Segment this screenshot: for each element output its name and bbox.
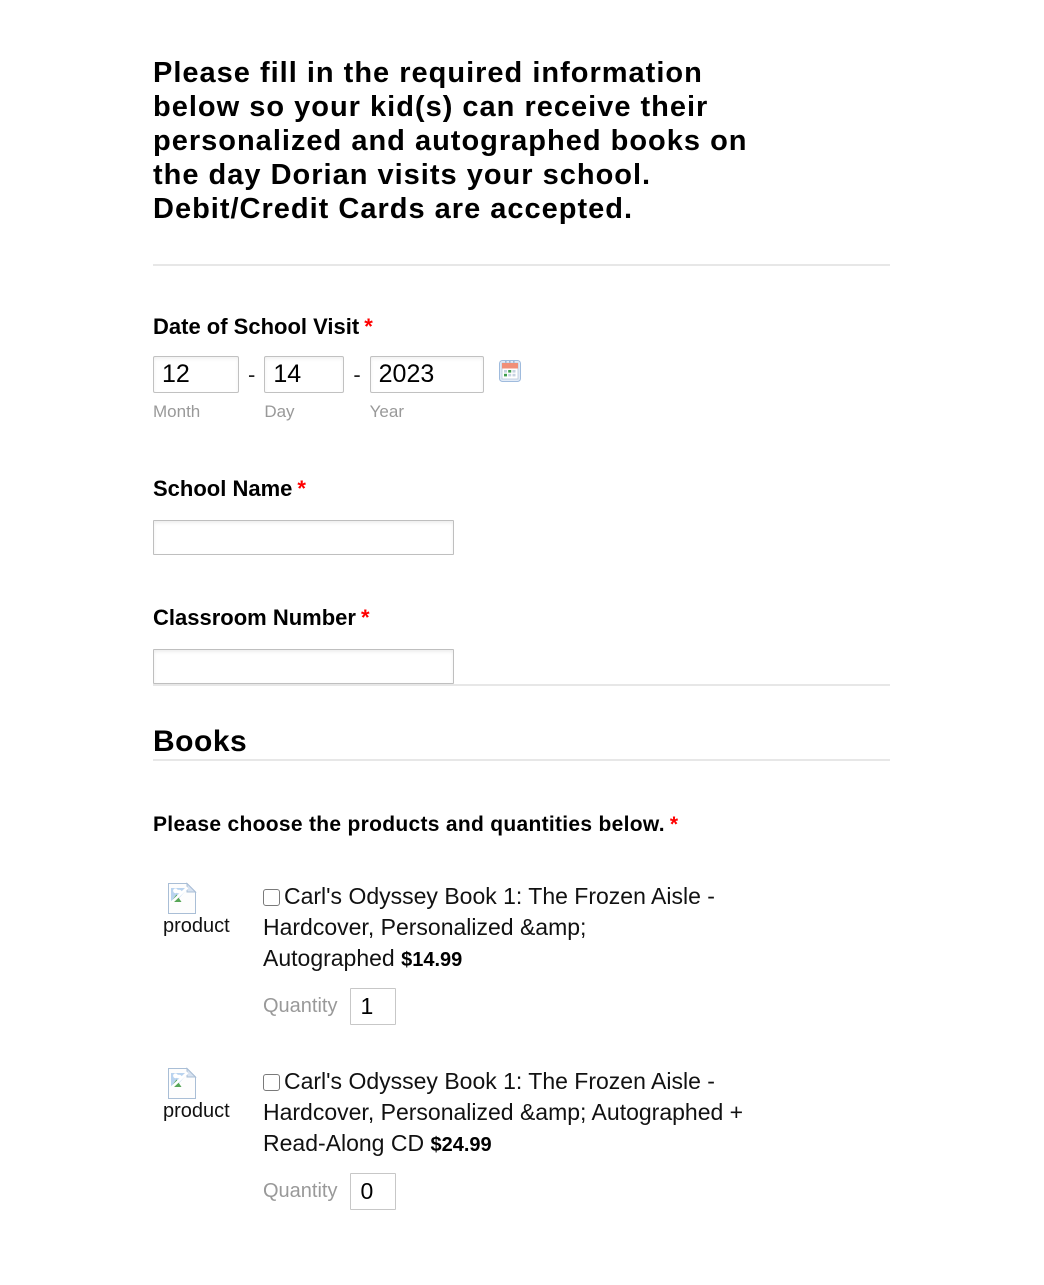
school-name-label-text: School Name: [153, 476, 293, 501]
section-divider: [153, 759, 890, 761]
quantity-label: Quantity: [263, 995, 338, 1017]
year-input[interactable]: [370, 356, 484, 393]
calendar-icon[interactable]: [499, 360, 521, 382]
quantity-input[interactable]: [350, 988, 396, 1025]
quantity-label: Quantity: [263, 1180, 338, 1202]
day-unit: [264, 356, 344, 422]
classroom-number-label: [153, 605, 890, 631]
product-name: Carl's Odyssey Book 1: The Frozen Aisle - Hardcover, Personalized &amp; Autographed + Read-Along CD: [263, 1068, 744, 1156]
product-checkbox[interactable]: [263, 889, 280, 906]
date-field-label: [153, 314, 890, 340]
quantity-input[interactable]: [350, 1173, 396, 1210]
product-name: Carl's Odyssey Book 1: The Frozen Aisle - Hardcover, Personalized &amp; Autographed: [263, 883, 715, 971]
form-intro-text: Please fill in the required information below so your kid(s) can receive their personalized and autographed books on the day Dorian visits your school. Debit/Credit Cards are accepted.: [153, 57, 748, 225]
required-asterisk: *: [360, 605, 370, 630]
quantity-row: [263, 988, 771, 1025]
product-option: [263, 883, 715, 971]
product-label: [263, 1066, 771, 1210]
required-asterisk: *: [669, 813, 679, 836]
day-input[interactable]: [264, 356, 344, 393]
classroom-number-field: [153, 605, 890, 684]
day-sublabel: Day: [264, 402, 295, 421]
classroom-number-label-text: Classroom Number: [153, 605, 356, 630]
product-label: [263, 881, 771, 1025]
month-sublabel: Month: [153, 402, 201, 421]
product-image-broken: [163, 1067, 243, 1122]
product-item: [153, 881, 890, 1025]
broken-image-icon: [167, 1067, 197, 1100]
product-price: $14.99: [401, 949, 463, 971]
product-item: [153, 1066, 890, 1210]
required-asterisk: *: [364, 314, 373, 339]
date-input-row: [153, 356, 890, 422]
date-field-label-text: Date of School Visit: [153, 314, 360, 339]
school-name-field: [153, 476, 890, 555]
school-name-input[interactable]: [153, 520, 454, 555]
product-price: $24.99: [430, 1134, 492, 1156]
product-checkbox[interactable]: [263, 1074, 280, 1091]
date-separator: -: [353, 362, 361, 387]
product-image-alt: product: [163, 915, 230, 937]
required-asterisk: *: [297, 476, 306, 501]
month-input[interactable]: [153, 356, 239, 393]
section-divider: [153, 264, 890, 266]
quantity-row: [263, 1173, 771, 1210]
section-divider: [153, 684, 890, 686]
classroom-number-input[interactable]: [153, 649, 454, 684]
products-field-label-text: Please choose the products and quantities below.: [153, 813, 665, 836]
year-sublabel: Year: [369, 402, 405, 421]
month-unit: [153, 356, 239, 422]
product-option: [263, 1068, 743, 1156]
products-field-label: [153, 812, 890, 838]
product-image-broken: [163, 882, 243, 937]
books-section-heading: Books: [153, 725, 248, 758]
year-unit: [370, 356, 484, 422]
school-name-label: [153, 476, 890, 502]
broken-image-icon: [167, 882, 197, 915]
product-image-alt: product: [163, 1100, 230, 1122]
date-of-school-visit-field: [153, 314, 890, 422]
date-separator: -: [248, 362, 256, 387]
